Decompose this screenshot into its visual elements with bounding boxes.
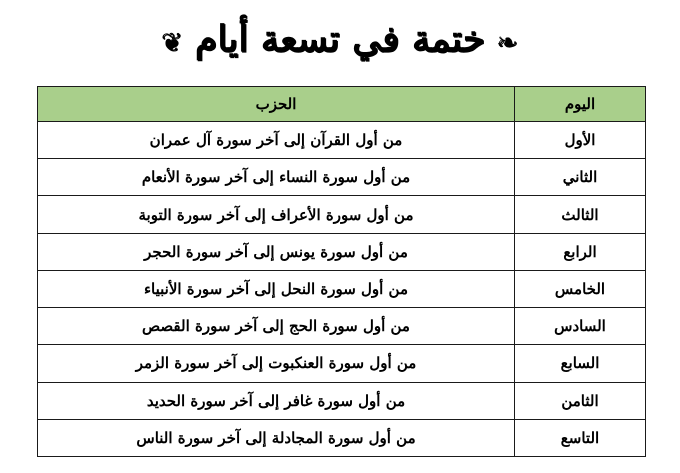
header-day: اليوم bbox=[515, 87, 646, 122]
hizb-cell: من أول سورة يونس إلى آخر سورة الحجر bbox=[38, 233, 515, 270]
day-cell: السادس bbox=[515, 308, 646, 345]
hizb-cell: من أول سورة النحل إلى آخر سورة الأنبياء bbox=[38, 270, 515, 307]
day-cell: الرابع bbox=[515, 233, 646, 270]
hizb-cell: من أول سورة العنكبوت إلى آخر سورة الزمر bbox=[38, 345, 515, 382]
table-row bbox=[38, 308, 646, 345]
hizb-cell: من أول سورة غافر إلى آخر سورة الحديد bbox=[38, 382, 515, 419]
table-row bbox=[38, 382, 646, 419]
hizb-cell: من أول سورة الأعراف إلى آخر سورة التوبة bbox=[38, 196, 515, 233]
day-cell: الخامس bbox=[515, 270, 646, 307]
table-row bbox=[38, 345, 646, 382]
header-hizb: الحزب bbox=[38, 87, 515, 122]
ornament-left-icon: ❦ bbox=[160, 28, 184, 58]
hizb-cell: من أول سورة الحج إلى آخر سورة القصص bbox=[38, 308, 515, 345]
page-title bbox=[160, 18, 520, 60]
hizb-cell: من أول القرآن إلى آخر سورة آل عمران bbox=[38, 122, 515, 159]
table-row bbox=[38, 233, 646, 270]
table-row bbox=[38, 122, 646, 159]
day-cell: الثالث bbox=[515, 196, 646, 233]
day-cell: الأول bbox=[515, 122, 646, 159]
table-header-row bbox=[38, 87, 646, 122]
table-row bbox=[38, 196, 646, 233]
ornament-right-icon: ❧ bbox=[496, 28, 520, 58]
hizb-cell: من أول سورة المجادلة إلى آخر سورة الناس bbox=[38, 419, 515, 456]
title-text: ختمة في تسعة أيام bbox=[194, 18, 486, 60]
table-row bbox=[38, 159, 646, 196]
day-cell: السابع bbox=[515, 345, 646, 382]
day-cell: الثامن bbox=[515, 382, 646, 419]
hizb-cell: من أول سورة النساء إلى آخر سورة الأنعام bbox=[38, 159, 515, 196]
title-area bbox=[0, 6, 680, 72]
reading-plan-table bbox=[37, 86, 646, 457]
table-row bbox=[38, 419, 646, 456]
table-row bbox=[38, 270, 646, 307]
day-cell: التاسع bbox=[515, 419, 646, 456]
day-cell: الثاني bbox=[515, 159, 646, 196]
